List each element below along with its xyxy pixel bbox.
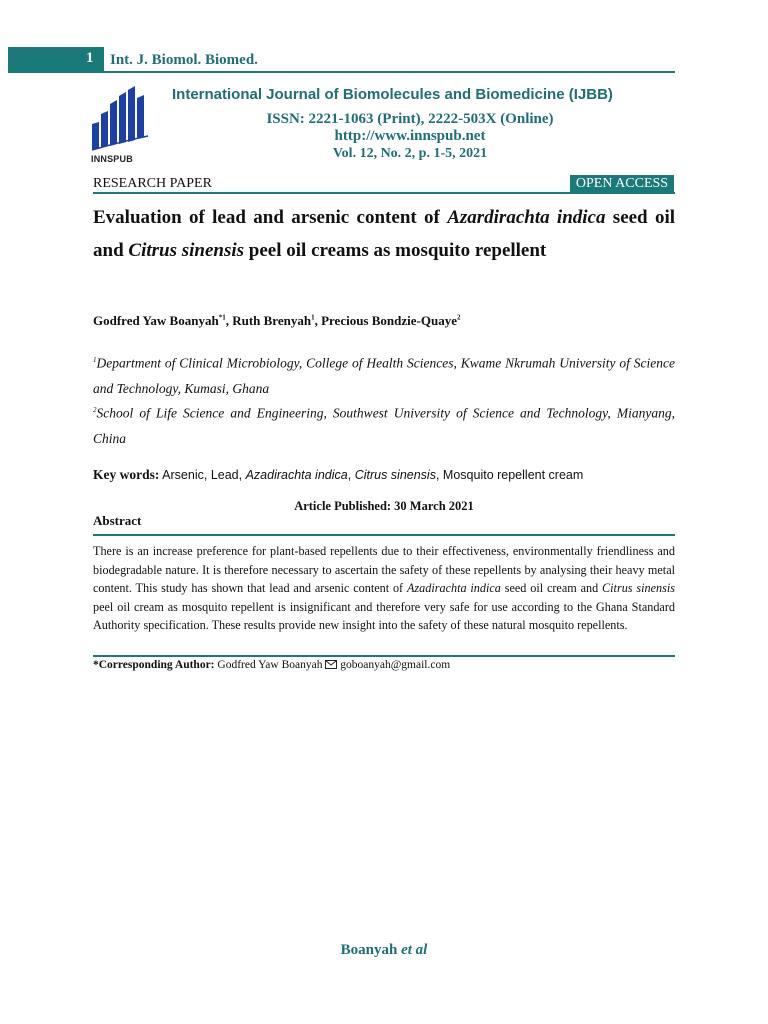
journal-full-name: International Journal of Biomolecules and Biomedicine (IJBB) [172, 86, 613, 103]
author-name: Precious Bondzie-Quaye [321, 313, 457, 328]
footer-author: Boanyah [340, 942, 398, 958]
author-list [93, 313, 460, 329]
abstract-sentence: There is an increase preference for plant-based repellents due to their effectiveness, environmentally friendliness and biodegradable nature. It is therefore necessary to ascertain the safety of these repellents by analysing their heavy metal content. This study has shown that lead and arsenic content of [93, 544, 675, 595]
keyword: Citrus sinensis [354, 468, 436, 482]
author-mark: *1 [218, 313, 226, 322]
abstract-species: Azadirachta indica [406, 581, 501, 595]
author-name: Ruth Brenyah [232, 313, 312, 328]
keywords [93, 467, 583, 483]
article-type: RESEARCH PAPER [93, 176, 212, 191]
header-rule [104, 71, 675, 73]
affiliation-text: School of Life Science and Engineering, Southwest University of Science and Technology, Mianyang, China [93, 405, 675, 446]
envelope-icon [325, 660, 337, 669]
abstract-sentence: peel oil cream as mosquito repellent is insignificant and therefore very safe for use according to the Ghana Standard Authority specification. These results provide new insight into the safety of these natural mosquito repellents. [93, 599, 675, 632]
keywords-label: Key words: [93, 467, 160, 482]
logo-text: INNSPUB [91, 154, 133, 164]
volume-info: Vol. 12, No. 2, p. 1-5, 2021 [332, 146, 488, 161]
title-species: Azardirachta indica [447, 207, 606, 228]
author-mark: 1 [311, 313, 315, 322]
journal-short-name: Int. J. Biomol. Biomed. [110, 52, 258, 68]
corresponding-email[interactable]: goboanyah@gmail.com [340, 659, 451, 671]
corresponding-label: *Corresponding Author: [93, 659, 215, 671]
page-number: 1 [86, 50, 94, 66]
keyword: Mosquito repellent cream [442, 468, 584, 482]
section-rule [93, 192, 675, 194]
journal-url[interactable]: http://www.innspub.net [334, 128, 486, 144]
abstract-rule-top [93, 534, 675, 536]
author-mark: 2 [456, 313, 461, 322]
abstract-sentence: seed oil cream and [500, 581, 603, 595]
issn: ISSN: 2221-1063 (Print), 2222-503X (Online) [266, 111, 554, 127]
open-access-badge: OPEN ACCESS [570, 175, 674, 192]
title-text: peel oil creams as mosquito repellent [244, 240, 547, 261]
footer-etal: et al [401, 942, 428, 958]
author-name: Godfred Yaw Boanyah [93, 313, 219, 328]
affiliation-mark: 1 [93, 356, 97, 364]
affiliation-mark: 2 [93, 406, 97, 414]
published-date: Article Published: 30 March 2021 [294, 499, 474, 513]
title-species: Citrus sinensis [128, 240, 245, 261]
paper-title [93, 201, 675, 267]
abstract-rule-bottom [93, 655, 675, 657]
corresponding-name: Godfred Yaw Boanyah [217, 659, 323, 671]
title-text: seed oil and [93, 207, 676, 261]
affiliation [93, 348, 675, 401]
title-text: Evaluation of lead and arsenic content of [93, 207, 448, 228]
keyword: Lead [210, 468, 239, 482]
author-separator: , [314, 313, 322, 328]
abstract-text [93, 542, 675, 635]
corresponding-author [93, 659, 450, 671]
innspub-logo-icon [90, 84, 150, 152]
abstract-heading: Abstract [93, 513, 142, 528]
affiliation-text: Department of Clinical Microbiology, College of Health Sciences, Kwame Nkrumah University of Science and Technology, Kumasi, Ghana [93, 355, 675, 396]
author-separator: , [225, 313, 233, 328]
keyword-list: Arsenic, Lead, Azadirachta indica, Citrus sinensis, Mosquito repellent cream [162, 468, 584, 482]
affiliation [93, 398, 675, 451]
running-footer [0, 942, 768, 959]
abstract-species: Citrus sinensis [602, 581, 675, 595]
keyword: Azadirachta indica [245, 468, 348, 482]
keyword: Arsenic [162, 468, 204, 482]
